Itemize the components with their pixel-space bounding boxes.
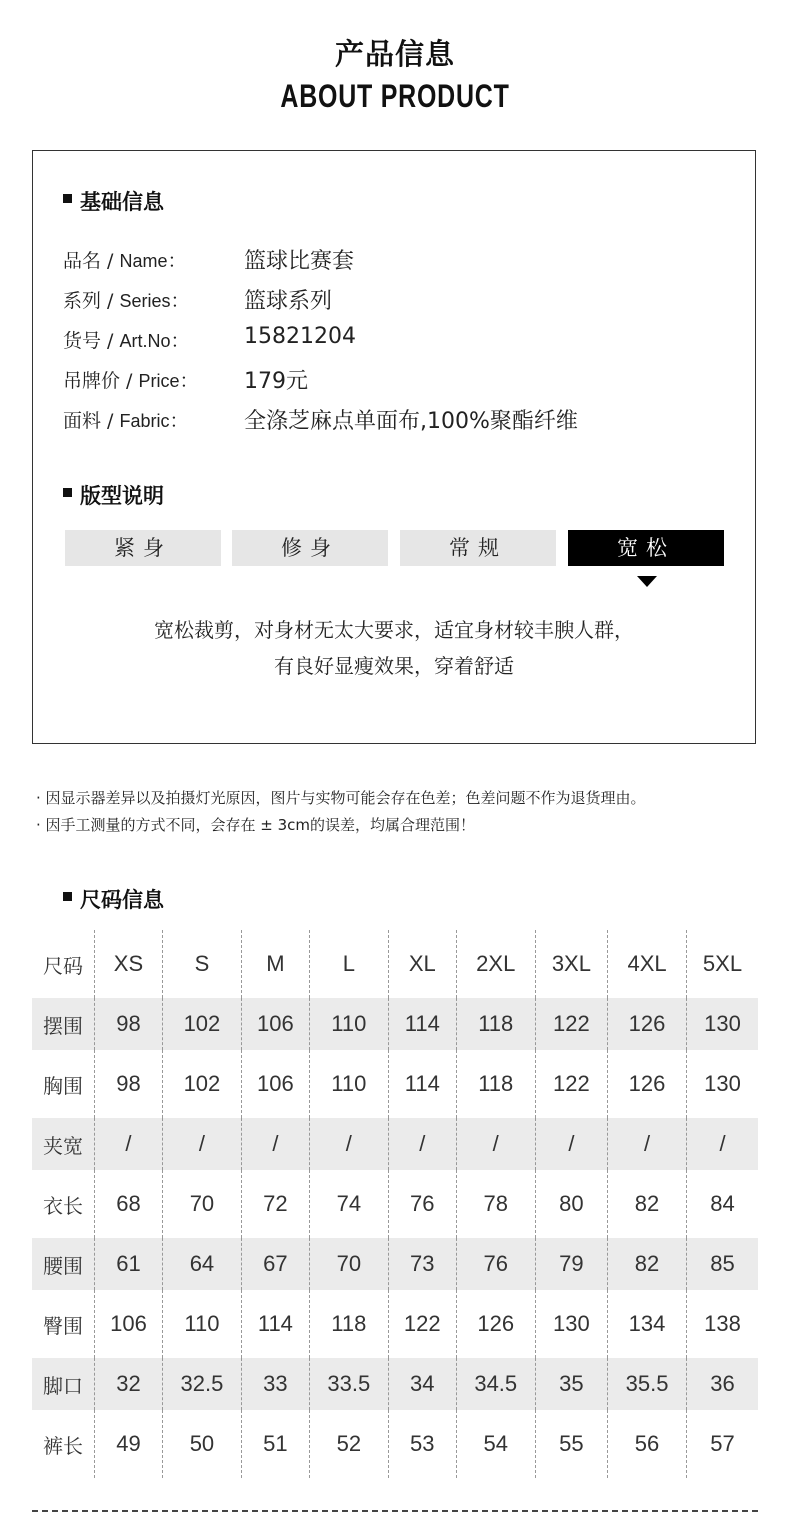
row-label-cell: 胸围 <box>43 1073 83 1098</box>
table-cell: 51 <box>241 1410 309 1478</box>
table-cell: 80 <box>535 1170 607 1238</box>
table-cell: 50 <box>162 1410 241 1478</box>
size-table <box>32 930 758 1478</box>
table-cell: 102 <box>162 1050 241 1118</box>
table-cell: 67 <box>241 1238 309 1290</box>
table-cell: / <box>535 1118 607 1170</box>
table-cell: 35 <box>535 1358 607 1410</box>
table-cell: 79 <box>535 1238 607 1290</box>
table-cell: / <box>95 1118 163 1170</box>
table-cell: 72 <box>241 1170 309 1238</box>
table-cell: 130 <box>687 998 758 1050</box>
table-row <box>32 1238 758 1290</box>
table-cell: 82 <box>608 1238 687 1290</box>
table-cell: 134 <box>608 1290 687 1358</box>
table-cell: 68 <box>95 1170 163 1238</box>
notice-measurement-error: · 因手工测量的方式不同，会存在 ± 3cm的误差，均属合理范围！ <box>36 816 476 834</box>
table-cell: 34.5 <box>456 1358 535 1410</box>
table-cell: / <box>241 1118 309 1170</box>
table-cell: 110 <box>162 1290 241 1358</box>
fit-option-regular[interactable]: 常规 <box>400 530 556 566</box>
table-cell: XS <box>95 930 163 998</box>
table-row <box>32 1118 758 1170</box>
table-cell: 106 <box>241 1050 309 1118</box>
square-bullet-icon <box>63 194 72 203</box>
table-cell: 82 <box>608 1170 687 1238</box>
row-label-cell: 裤长 <box>43 1433 83 1458</box>
row-label-cell: 衣长 <box>43 1193 83 1218</box>
table-cell: 130 <box>535 1290 607 1358</box>
page-title: 产品信息 <box>334 37 455 71</box>
fit-option-tight[interactable]: 紧身 <box>65 530 221 566</box>
table-cell: 53 <box>388 1410 456 1478</box>
table-cell: 4XL <box>608 930 687 998</box>
table-cell: 98 <box>95 998 163 1050</box>
table-cell: 126 <box>608 1050 687 1118</box>
table-cell: L <box>309 930 388 998</box>
table-cell: / <box>309 1118 388 1170</box>
table-cell: 54 <box>456 1410 535 1478</box>
table-row <box>32 1050 758 1118</box>
table-cell: 52 <box>309 1410 388 1478</box>
table-cell: 98 <box>95 1050 163 1118</box>
table-cell: 114 <box>388 998 456 1050</box>
table-cell: 84 <box>687 1170 758 1238</box>
row-label-cell: 夹宽 <box>32 1118 95 1170</box>
table-cell: 33.5 <box>309 1358 388 1410</box>
table-cell: 5XL <box>687 930 758 998</box>
table-cell: 122 <box>535 998 607 1050</box>
notice-color-difference: · 因显示器差异以及拍摄灯光原因，图片与实物可能会存在色差；色差问题不作为退货理由。 <box>36 789 646 807</box>
selected-indicator-icon <box>637 576 657 587</box>
table-cell: 118 <box>456 1050 535 1118</box>
table-cell: 78 <box>456 1170 535 1238</box>
table-cell: 106 <box>241 998 309 1050</box>
table-row <box>32 998 758 1050</box>
table-cell: / <box>456 1118 535 1170</box>
table-cell: 138 <box>687 1290 758 1358</box>
table-cell: 76 <box>456 1238 535 1290</box>
table-cell: 76 <box>388 1170 456 1238</box>
table-cell: 126 <box>608 998 687 1050</box>
table-cell: 2XL <box>456 930 535 998</box>
row-label-cell: 摆围 <box>32 998 95 1050</box>
info-label-fabric: 面料 / Fabric： <box>63 410 189 432</box>
info-label-series: 系列 / Series： <box>63 290 190 312</box>
page-subtitle: ABOUT PRODUCT <box>280 78 510 114</box>
fit-description-line1: 宽松裁剪，对身材无太大要求，适宜身材较丰腴人群， <box>154 618 634 642</box>
table-cell: 33 <box>241 1358 309 1410</box>
row-label-cell: 臀围 <box>43 1313 83 1338</box>
table-cell: 70 <box>309 1238 388 1290</box>
table-cell: 85 <box>687 1238 758 1290</box>
basic-info-heading: 基础信息 <box>63 186 164 216</box>
table-cell: 126 <box>456 1290 535 1358</box>
size-info-heading: 尺码信息 <box>63 884 164 914</box>
table-cell: 61 <box>95 1238 163 1290</box>
info-value-fabric: 全涤芝麻点单面布,100%聚酯纤维 <box>244 409 578 434</box>
table-cell: 106 <box>95 1290 163 1358</box>
info-value-series: 篮球系列 <box>244 289 333 314</box>
table-cell: 64 <box>162 1238 241 1290</box>
table-row <box>32 1170 758 1238</box>
table-cell: 114 <box>241 1290 309 1358</box>
fit-description-line2: 有良好显瘦效果，穿着舒适 <box>274 654 514 678</box>
info-value-name: 篮球比赛套 <box>244 249 355 274</box>
table-cell: 110 <box>309 1050 388 1118</box>
table-row <box>32 1410 758 1478</box>
table-cell: 32 <box>95 1358 163 1410</box>
square-bullet-icon <box>63 488 72 497</box>
table-cell: 130 <box>687 1050 758 1118</box>
table-cell: 122 <box>388 1290 456 1358</box>
table-cell: 118 <box>456 998 535 1050</box>
info-label-price: 吊牌价 / Price： <box>63 370 199 392</box>
table-cell: 34 <box>388 1358 456 1410</box>
table-cell: 102 <box>162 998 241 1050</box>
table-cell: 74 <box>309 1170 388 1238</box>
table-cell: 35.5 <box>608 1358 687 1410</box>
info-label-artno: 货号 / Art.No： <box>63 330 190 352</box>
table-cell: 32.5 <box>162 1358 241 1410</box>
row-label-cell: 腰围 <box>32 1238 95 1290</box>
table-cell: 55 <box>535 1410 607 1478</box>
table-row <box>32 1358 758 1410</box>
table-cell: 110 <box>309 998 388 1050</box>
size-header-row <box>32 930 758 998</box>
table-cell: / <box>608 1118 687 1170</box>
table-cell: / <box>162 1118 241 1170</box>
info-value-artno: 15821204 <box>244 324 356 349</box>
fit-option-slim[interactable]: 修身 <box>232 530 388 566</box>
table-cell: 118 <box>309 1290 388 1358</box>
square-bullet-icon <box>63 892 72 901</box>
table-cell: 36 <box>687 1358 758 1410</box>
info-label-name: 品名 / Name： <box>63 250 187 272</box>
bottom-divider <box>32 1510 758 1512</box>
table-cell: S <box>162 930 241 998</box>
table-cell: / <box>388 1118 456 1170</box>
table-cell: 114 <box>388 1050 456 1118</box>
table-cell: 122 <box>535 1050 607 1118</box>
table-cell: 3XL <box>535 930 607 998</box>
fit-heading: 版型说明 <box>63 480 164 510</box>
table-cell: 70 <box>162 1170 241 1238</box>
info-value-price: 179元 <box>244 369 308 394</box>
fit-option-loose[interactable]: 宽松 <box>568 530 724 566</box>
table-row <box>32 1290 758 1358</box>
table-cell: 57 <box>687 1410 758 1478</box>
row-label-cell: 尺码 <box>43 953 83 978</box>
table-cell: 49 <box>95 1410 163 1478</box>
row-label-cell: 脚口 <box>32 1358 95 1410</box>
table-cell: M <box>241 930 309 998</box>
table-cell: / <box>687 1118 758 1170</box>
table-cell: 56 <box>608 1410 687 1478</box>
table-cell: XL <box>388 930 456 998</box>
table-cell: 73 <box>388 1238 456 1290</box>
